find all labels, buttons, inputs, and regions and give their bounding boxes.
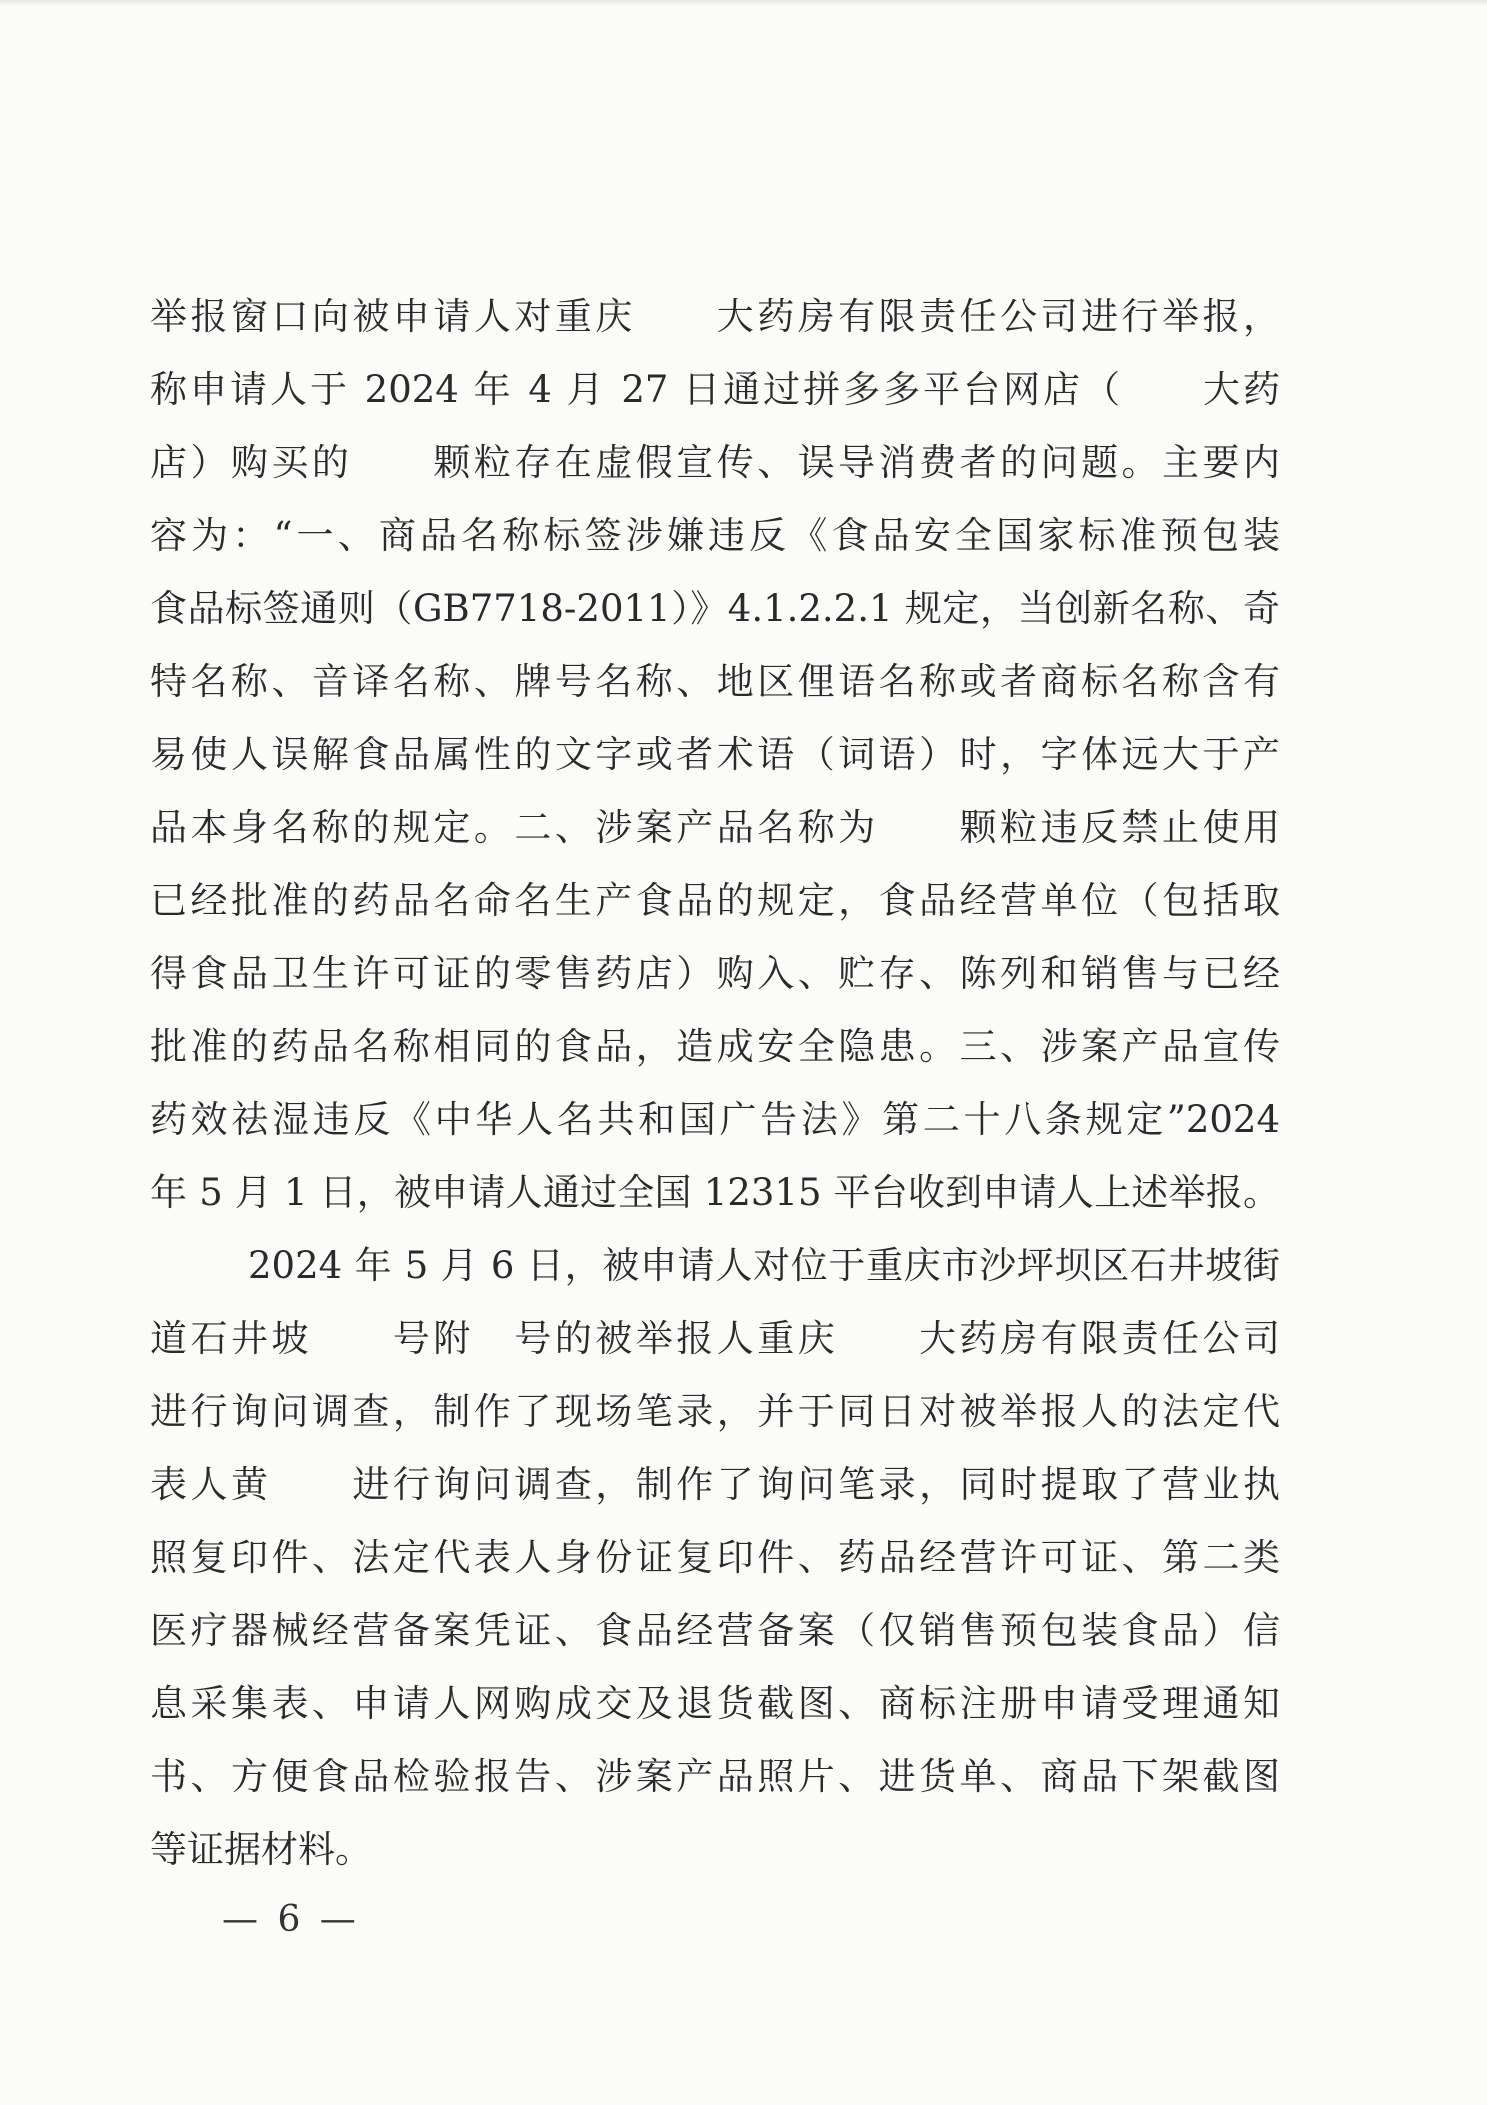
text-line: 特名称、音译名称、牌号名称、地区俚语名称或者商标名称含有 bbox=[150, 660, 1280, 703]
text-line: 食品标签通则（GB7718-2011）》4.1.2.2.1 规定，当创新名称、奇 bbox=[150, 587, 1280, 630]
text-line: 进行询问调查，制作了现场笔录，并于同日对被举报人的法定代 bbox=[150, 1390, 1280, 1433]
text-line: 药效祛湿违反《中华人名共和国广告法》第二十八条规定”2024 bbox=[150, 1098, 1280, 1141]
text-line: 举报窗口向被申请人对重庆 大药房有限责任公司进行举报， bbox=[150, 295, 1280, 338]
text-line: 息采集表、申请人网购成交及退货截图、商标注册申请受理通知 bbox=[150, 1682, 1280, 1725]
paragraph-1 bbox=[150, 280, 1280, 1229]
paragraph-2 bbox=[150, 1229, 1280, 1886]
text-line: 称申请人于 2024 年 4 月 27 日通过拼多多平台网店（ 大药 bbox=[150, 368, 1280, 411]
text-line: 已经批准的药品名命名生产食品的规定，食品经营单位（包括取 bbox=[150, 879, 1280, 922]
text-line: 书、方便食品检验报告、涉案产品照片、进货单、商品下架截图 bbox=[150, 1755, 1280, 1798]
text-line: 年 5 月 1 日，被申请人通过全国 12315 平台收到申请人上述举报。 bbox=[150, 1171, 1280, 1214]
text-line: 2024 年 5 月 6 日，被申请人对位于重庆市沙坪坝区石井坡街 bbox=[248, 1244, 1280, 1287]
text-line: 得食品卫生许可证的零售药店）购入、贮存、陈列和销售与已经 bbox=[150, 952, 1280, 995]
text-line: 道石井坡 号附 号的被举报人重庆 大药房有限责任公司 bbox=[150, 1317, 1280, 1360]
text-line: 等证据材料。 bbox=[150, 1828, 372, 1871]
text-line: 品本身名称的规定。二、涉案产品名称为 颗粒违反禁止使用 bbox=[150, 806, 1280, 849]
text-line: 易使人误解食品属性的文字或者术语（词语）时，字体远大于产 bbox=[150, 733, 1280, 776]
page-number: — 6 — bbox=[222, 1899, 360, 1940]
text-line: 照复印件、法定代表人身份证复印件、药品经营许可证、第二类 bbox=[150, 1536, 1280, 1579]
text-line: 批准的药品名称相同的食品，造成安全隐患。三、涉案产品宣传 bbox=[150, 1025, 1280, 1068]
text-line: 容为：“一、商品名称标签涉嫌违反《食品安全国家标准预包装 bbox=[150, 514, 1280, 557]
document-body bbox=[150, 280, 1280, 1886]
text-line: 表人黄 进行询问调查，制作了询问笔录，同时提取了营业执 bbox=[150, 1463, 1280, 1506]
top-edge-shadow bbox=[0, 0, 1487, 6]
text-line: 医疗器械经营备案凭证、食品经营备案（仅销售预包装食品）信 bbox=[150, 1609, 1280, 1652]
text-line: 店）购买的 颗粒存在虚假宣传、误导消费者的问题。主要内 bbox=[150, 441, 1280, 484]
